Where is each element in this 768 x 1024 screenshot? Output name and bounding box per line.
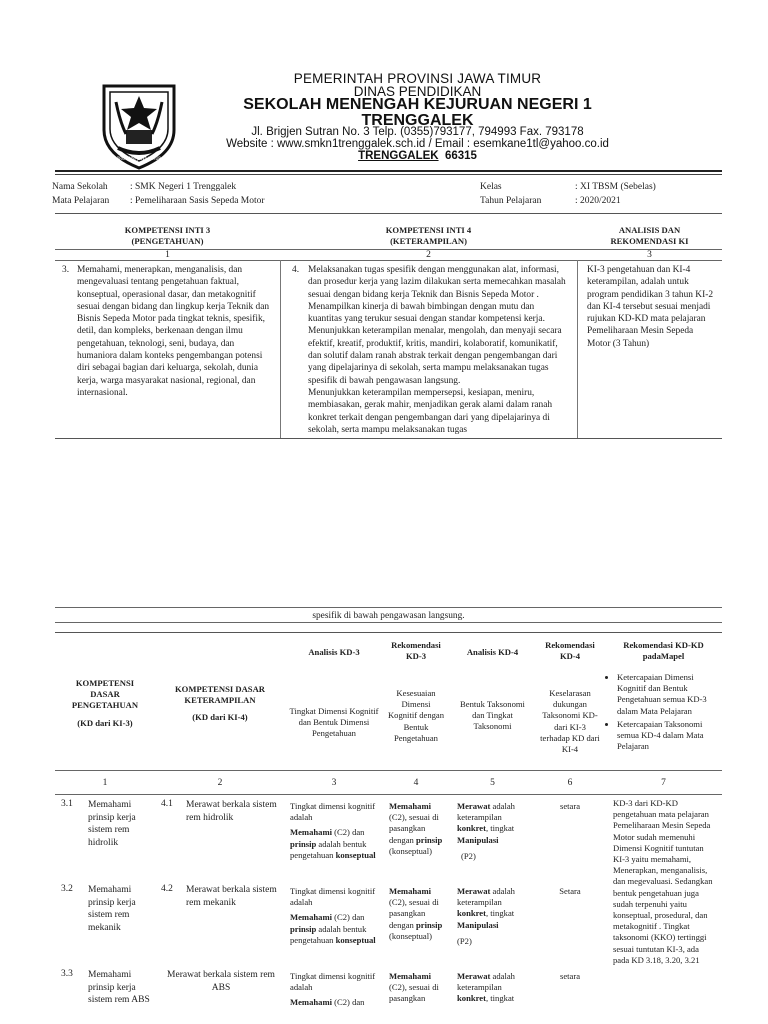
analysis-kd4-cell xyxy=(457,801,535,862)
an4-skill-label: adalah keterampilan xyxy=(457,886,515,908)
kd4-text: Merawat berkala sistem rem hidrolik xyxy=(186,800,277,823)
rek3-verb: Memahami xyxy=(389,801,432,811)
meta-year-label: Tahun Pelajaran xyxy=(480,196,542,206)
logo-motto-text: PROVINSI JAWA TIMUR xyxy=(116,156,162,161)
an4-code: (P2) xyxy=(457,935,472,946)
recommendation-kd-mapel-heading: Rekomendasi KD-KD padaMapel xyxy=(623,640,704,662)
an4-skill: konkret xyxy=(457,908,486,919)
an4-skill: konkret xyxy=(457,993,486,1004)
recommendation-kd4-cell: setara xyxy=(559,971,581,981)
rek3-level: (C2), sesuai di pasangkan xyxy=(389,982,439,1004)
recommendation-kd4-cell: Setara xyxy=(559,886,581,896)
analysis-kd4-heading: Analisis KD-4 xyxy=(466,647,519,657)
kd-col-number-7: 7 xyxy=(661,778,666,788)
header-address: Jl. Brigjen Sutran No. 3 Telp. (0355)793177, 794993 Fax. 793178 xyxy=(251,126,584,138)
analysis-kd3-object: prinsip xyxy=(290,838,317,849)
ki3-heading-line1: KOMPETENSI INTI 3 xyxy=(124,225,211,235)
recommendation-kd4-cell: setara xyxy=(559,801,581,811)
kd3-text: Memahami prinsip kerja sistem rem ABS xyxy=(88,970,150,1005)
analysis-kd3-level: (C2) dan xyxy=(332,912,365,923)
kd4-text: Merawat berkala sistem rem ABS xyxy=(167,970,275,993)
analysis-kd3-intro: Tingkat dimensi kognitif adalah xyxy=(290,886,376,908)
recommendation-kd3-cell xyxy=(389,801,445,857)
ki4-text xyxy=(308,264,570,438)
analysis-kd3-detail xyxy=(290,912,382,946)
ki-table-col-divider-2 xyxy=(577,260,578,438)
kd4-heading-line3: (KD dari KI-4) xyxy=(192,712,248,723)
recommendation-kd3-heading: Rekomendasi KD-3 xyxy=(391,640,441,662)
mapel-bullet-1: • Ketercapaian Dimensi Kognitif dan Bentuk Pengetahuan semua KD-3 dalam Mata Pelajaran xyxy=(617,672,722,717)
analysis-kd4-subheading: Bentuk Taksonomi dan Tingkat Taksonomi xyxy=(460,699,525,732)
kd-table-number-row-line xyxy=(55,794,722,795)
analysis-kd3-verb: Memahami xyxy=(290,827,333,838)
recommendation-kd-mapel-bullets xyxy=(605,672,722,754)
an4-level-label: , tingkat xyxy=(485,908,515,919)
kd3-number: 3.2 xyxy=(61,884,73,894)
analysis-kd3-level: (C2) dan xyxy=(332,997,365,1008)
recommendation-kd4-heading: Rekomendasi KD-4 xyxy=(545,640,595,662)
an4-skill-label: adalah keterampilan xyxy=(457,971,515,993)
an4-verb: Merawat xyxy=(457,971,491,981)
ki-analysis-heading-line2: REKOMENDASI KI xyxy=(610,236,689,247)
ki3-text: Memahami, menerapkan, menganalisis, dan mengevaluasi tentang pengetahuan faktual, konseptual, operasional dasar, dan metakognitif sesuai dengan bidang dan lingkup kerja Teknik dan Bisnis Sepeda Motor pada tingkat teknis, spesifik, detil, dan kompleks, berkenaan dengan ilmu pengetahuan, teknologi, seni, budaya, dan humaniora dalam konteks pengembangan potensi diri sebagai bagian dari keluarga, sekolah, dunia kerja, warga masyarakat nasional, regional, dan internasional. xyxy=(77,265,270,398)
analysis-kd3-detail xyxy=(290,827,382,861)
letterhead xyxy=(0,60,768,170)
header-city: TRENGGALEK xyxy=(358,150,439,162)
analysis-kd3-verb: Memahami xyxy=(290,912,333,923)
meta-class-label: Kelas xyxy=(480,182,502,192)
rek3-object: prinsip xyxy=(415,834,443,845)
header-website-email: Website : www.smkn1trenggalek.sch.id / Email : esemkane1tl@yahoo.co.id xyxy=(226,138,609,150)
ki-analysis-heading xyxy=(577,225,722,247)
kd4-heading-line2: KETERAMPILAN xyxy=(184,695,256,706)
an4-level: Manipulasi xyxy=(457,919,499,930)
analysis-kd3-detail xyxy=(290,997,382,1008)
an4-skill-label: adalah keterampilan xyxy=(457,801,515,823)
analysis-kd3-subheading: Tingkat Dimensi Kognitif dan Bentuk Dimensi Pengetahuan xyxy=(289,706,379,739)
kd3-text: Memahami prinsip kerja sistem rem mekanik xyxy=(88,885,136,933)
recommendation-kd4-subheading: Keselarasan dukungan Taksonomi KD-dari KI-3 terhadap KD dari KI-4 xyxy=(540,688,600,755)
header-line-government: PEMERINTAH PROVINSI JAWA TIMUR xyxy=(293,71,542,86)
kd3-number: 3.1 xyxy=(61,799,73,809)
meta-subject-label: Mata Pelajaran xyxy=(52,196,110,206)
header-school-city: TRENGGALEK xyxy=(361,112,474,129)
ki4-heading xyxy=(280,225,577,247)
mapel-bullet-2: • Ketercapaian Taksonomi semua KD-4 dalam Mata Pelajaran xyxy=(617,719,722,753)
ki4-item-number: 4. xyxy=(292,265,300,275)
meta-school-label: Nama Sekolah xyxy=(52,182,108,192)
header-line-department: DINAS PENDIDIKAN xyxy=(353,84,482,99)
continuation-bottom-line xyxy=(55,622,722,623)
ki-table-body-line xyxy=(55,260,722,261)
an4-level: Manipulasi xyxy=(457,834,499,845)
continuation-text: spesifik di bawah pengawasan langsung. xyxy=(312,611,465,621)
kd3-heading-line2: DASAR xyxy=(90,689,120,700)
meta-subject-value: : Pemeliharaan Sasis Sepeda Motor xyxy=(130,196,265,206)
ki-col-number-1: 1 xyxy=(165,250,170,260)
header-school-name: SEKOLAH MENENGAH KEJURUAN NEGERI 1 xyxy=(243,96,592,113)
recommendation-kd3-cell xyxy=(389,971,445,1005)
ki-table-top-border xyxy=(55,213,722,214)
analysis-kd3-verb: Memahami xyxy=(290,997,333,1008)
recommendation-kd3-cell xyxy=(389,886,445,942)
meta-class-value: : XI TBSM (Sebelas) xyxy=(575,182,656,192)
ki-analysis-text: KI-3 pengetahuan dan KI-4 keterampilan, adalah untuk program pendidikan 3 tahun KI-2 dan KI-4 tersebut sesuai menjadi rujukan KD-KD mata pelajaran Pemeliharaan Mesin Sepeda Motor (3 Tahun) xyxy=(587,265,714,349)
kd4-text: Merawat berkala sistem rem mekanik xyxy=(186,885,277,908)
table-row xyxy=(55,967,605,1024)
kd-col-number-5: 5 xyxy=(490,778,495,788)
ki4-heading-line2: (KETERAMPILAN) xyxy=(390,236,467,247)
table-row xyxy=(55,882,605,964)
ki4-paragraph-2: Menunjukkan keterampilan menalar, mengolah, dan menyaji secara efektif, kreatif, produktif, kritis, mandiri, kolaboratif, komunikatif, dan solutif dalam ranah abstrak terkait dengan pengembangan dari yang dipelajarinya di sekolah, serta mampu melaksanakan tugas spesifik di bawah pengawasan langsung. xyxy=(308,326,562,386)
rek3-level: (C2), sesuai di pasangkan dengan xyxy=(389,897,439,930)
analysis-kd3-form: konseptual xyxy=(335,849,376,860)
rek3-form: (konseptual) xyxy=(389,845,432,856)
ki4-paragraph-3: Menunjukkan keterampilan mempersepsi, kesiapan, meniru, membiasakan, gerak mahir, menjadikan gerak alami dalam ranah konkret terkait dengan pengembangan dari yang dipelajarinya di sekolah, serta mampu melaksanakan tugas xyxy=(308,387,553,435)
analysis-kd3-heading: Analisis KD-3 xyxy=(308,647,360,657)
provincial-emblem-logo xyxy=(96,82,182,170)
meta-school-value: : SMK Negeri 1 Trenggalek xyxy=(130,182,237,192)
an4-verb: Merawat xyxy=(457,801,491,811)
recommendation-kd-mapel-text: KD-3 dari KD-KD pengetahuan mata pelajaran Pemeliharaan Mesin Sepeda Motor sudah memenuhi Dimensi Kognitif tuntutan KI-3 yaitu memahami, Menerapkan, menganalisis, dan megevaluasi. Sedangkan bentuk pengetahuan juga sudah terpenuhi yaitu konseptual, prosedural, dan metakognitif . Tingkat taksonomi (KKO) tertinggi sesuai tuntutan KI-3, ada pada KD 3.18, 3.20, 3.21 xyxy=(613,798,713,965)
kd-table-top-border xyxy=(55,632,722,633)
letterhead-divider-thin xyxy=(55,174,722,175)
analysis-kd4-cell xyxy=(457,971,535,1005)
rek3-object: prinsip xyxy=(415,919,443,930)
analysis-kd3-form-label: adalah bentuk pengetahuan xyxy=(290,923,367,945)
an4-level-label: , tingkat xyxy=(485,823,515,834)
ki-table-col-divider-1 xyxy=(280,260,281,438)
ki3-item-number: 3. xyxy=(62,265,70,275)
analysis-kd3-object: prinsip xyxy=(290,923,317,934)
meta-year-value: : 2020/2021 xyxy=(575,196,621,206)
kd4-heading-line1: KOMPETENSI DASAR xyxy=(174,684,265,694)
analysis-kd3-form-label: adalah bentuk pengetahuan xyxy=(290,838,367,860)
kd-col-number-2: 2 xyxy=(217,778,223,788)
kd3-heading-line4: (KD dari KI-3) xyxy=(77,717,133,728)
an4-verb: Merawat xyxy=(457,886,491,896)
ki3-heading xyxy=(55,225,280,247)
analysis-kd4-cell xyxy=(457,886,535,947)
letterhead-divider-thick xyxy=(55,170,722,172)
ki-col-number-2: 2 xyxy=(426,250,431,260)
analysis-kd3-intro: Tingkat dimensi kognitif adalah xyxy=(290,801,376,823)
analysis-kd3-level: (C2) dan xyxy=(332,827,365,838)
table-row xyxy=(55,797,605,879)
continuation-top-line xyxy=(55,607,722,608)
an4-skill: konkret xyxy=(457,823,486,834)
ki-col-number-3: 3 xyxy=(647,250,652,260)
recommendation-kd3-subheading: Kesesuaian Dimensi Kognitif dengan Bentuk Pengetahuan xyxy=(387,688,445,743)
analysis-kd3-cell xyxy=(290,886,382,946)
kd-table-header-bottom-line xyxy=(55,770,722,771)
rek3-form: (konseptual) xyxy=(389,930,432,941)
rek3-verb: Memahami xyxy=(389,886,432,896)
kd3-heading xyxy=(55,678,155,729)
kd3-text: Memahami prinsip kerja sistem rem hidrolik xyxy=(88,800,136,848)
an4-code: (P2) xyxy=(461,850,476,861)
ki4-paragraph-1: Melaksanakan tugas spesifik dengan menggunakan alat, informasi, dan prosedur kerja yang lazim dilakukan serta memecahkan masalah sesuai dengan bidang kerja Teknik dan Bisnis Sepeda Motor . Menampilkan kinerja di bawah bimbingan dengan mutu dan kuantitas yang terukur sesuai dengan standar kompetensi kerja. xyxy=(308,265,566,325)
rek3-level: (C2), sesuai di pasangkan dengan xyxy=(389,812,439,845)
kd4-heading xyxy=(155,684,285,724)
header-postcode: 66315 xyxy=(444,150,477,162)
rek3-verb: Memahami xyxy=(389,971,432,981)
kd3-heading-line1: KOMPETENSI xyxy=(75,678,135,688)
analysis-kd3-form: konseptual xyxy=(335,934,376,945)
analysis-kd3-cell xyxy=(290,801,382,861)
header-city-postcode xyxy=(200,150,635,162)
kd-col-number-4: 4 xyxy=(413,778,419,788)
kd-col-number-3: 3 xyxy=(331,778,337,788)
ki-table xyxy=(55,213,722,439)
analysis-kd3-cell xyxy=(290,971,382,1009)
kd4-number: 4.2 xyxy=(161,884,173,894)
ki3-heading-line2: (PENGETAHUAN) xyxy=(131,236,204,247)
kd3-number: 3.3 xyxy=(61,969,73,979)
kd4-number: 4.1 xyxy=(161,799,173,809)
ki4-heading-line1: KOMPETENSI INTI 4 xyxy=(385,225,472,235)
kd-col-number-6: 6 xyxy=(567,778,573,788)
kd-table xyxy=(55,632,722,1024)
kd-col-number-1: 1 xyxy=(102,778,108,788)
analysis-kd3-intro: Tingkat dimensi kognitif adalah xyxy=(290,971,376,993)
an4-level-label: , tingkat xyxy=(485,993,515,1004)
ki-analysis-heading-line1: ANALISIS DAN xyxy=(618,225,681,235)
kd3-heading-line3: PENGETAHUAN xyxy=(71,700,139,711)
ki-table-bottom-border xyxy=(55,438,722,439)
